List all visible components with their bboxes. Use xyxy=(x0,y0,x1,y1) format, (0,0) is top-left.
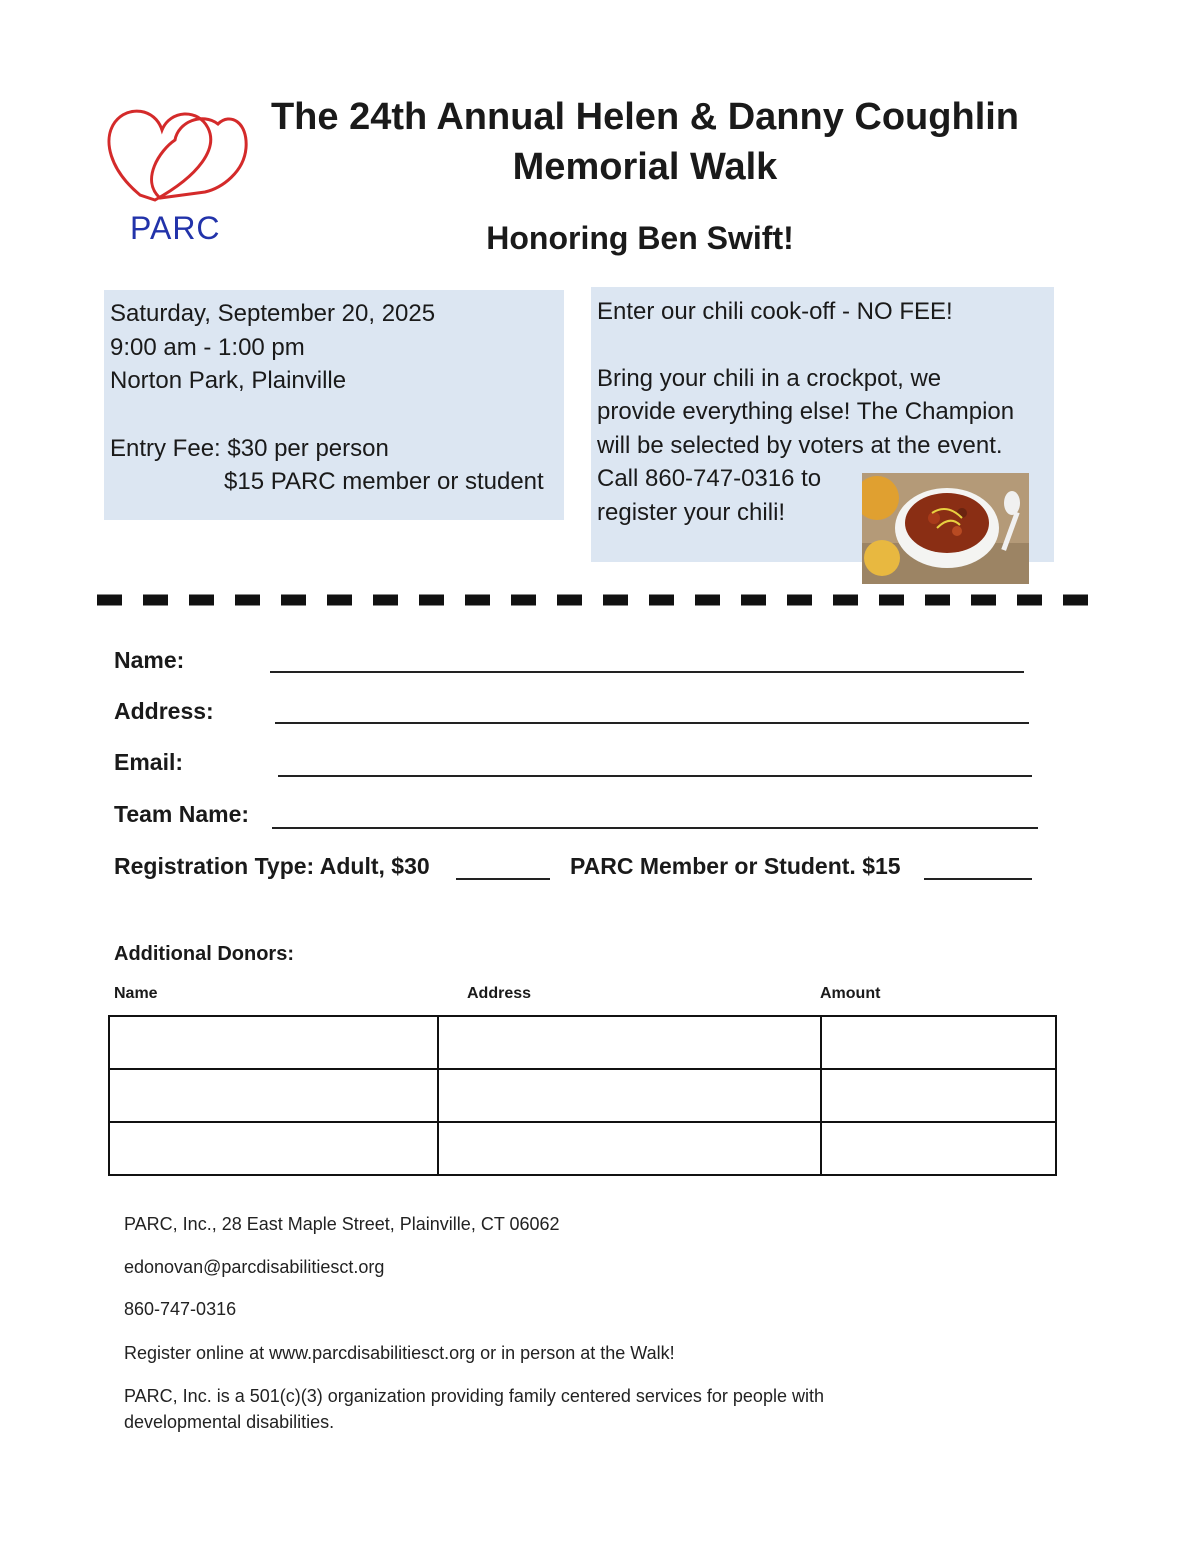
chili-line: provide everything else! The Champion xyxy=(597,398,1015,425)
donor-name-cell[interactable] xyxy=(109,1069,438,1122)
name-field[interactable] xyxy=(270,671,1024,673)
chili-line: register your chili! xyxy=(597,499,786,526)
team-name-field[interactable] xyxy=(272,827,1038,829)
donor-amount-cell[interactable] xyxy=(821,1122,1056,1175)
event-time: 9:00 am - 1:00 pm xyxy=(110,334,305,361)
donor-table xyxy=(108,1015,1057,1176)
footer-email: edonovan@parcdisabilitiesct.org xyxy=(124,1257,385,1277)
registration-type-label: Registration Type: Adult, $30 xyxy=(114,853,430,879)
entry-fee: Entry Fee: $30 per person xyxy=(110,435,389,462)
donor-address-cell[interactable] xyxy=(438,1016,821,1069)
donor-name-cell[interactable] xyxy=(109,1016,438,1069)
footer-register: Register online at www.parcdisabilitiesct.org or in person at the Walk! xyxy=(124,1343,675,1363)
page-title-line2: Memorial Walk xyxy=(512,146,778,188)
chili-line: Call 860-747-0316 to xyxy=(597,465,822,492)
footer-about-cont: developmental disabilities. xyxy=(124,1412,335,1432)
event-location: Norton Park, Plainville xyxy=(110,367,347,394)
entry-fee-member: $15 PARC member or student xyxy=(224,468,544,495)
chili-line: Enter our chili cook-off - NO FEE! xyxy=(597,298,953,325)
event-date: Saturday, September 20, 2025 xyxy=(110,300,436,327)
additional-donors-heading: Additional Donors: xyxy=(114,943,294,965)
donor-name-cell[interactable] xyxy=(109,1122,438,1175)
cut-line-separator xyxy=(97,594,1103,606)
column-header-amount: Amount xyxy=(820,985,881,1002)
page-title-line1: The 24th Annual Helen & Danny Coughlin xyxy=(270,96,1020,138)
team-name-label: Team Name: xyxy=(114,801,250,827)
donor-amount-cell[interactable] xyxy=(821,1069,1056,1122)
email-field[interactable] xyxy=(278,775,1032,777)
donor-address-cell[interactable] xyxy=(438,1069,821,1122)
page-subtitle: Honoring Ben Swift! xyxy=(486,220,794,256)
logo-text: PARC xyxy=(130,210,221,246)
footer-about: PARC, Inc. is a 501(c)(3) organization providing family centered services for people with xyxy=(124,1386,824,1406)
email-label: Email: xyxy=(114,749,184,775)
footer-phone: 860-747-0316 xyxy=(124,1299,237,1319)
donor-amount-cell[interactable] xyxy=(821,1016,1056,1069)
adult-registration-field[interactable] xyxy=(456,878,550,880)
chili-bowl-photo-icon xyxy=(862,473,1029,584)
table-row xyxy=(109,1016,1056,1069)
name-label: Name: xyxy=(114,647,185,673)
footer-address: PARC, Inc., 28 East Maple Street, Plainville, CT 06062 xyxy=(124,1214,560,1234)
address-label: Address: xyxy=(114,698,214,724)
address-field[interactable] xyxy=(275,722,1029,724)
column-header-address: Address xyxy=(467,985,532,1002)
member-registration-field[interactable] xyxy=(924,878,1032,880)
chili-line: will be selected by voters at the event. xyxy=(597,432,1003,459)
member-registration-label: PARC Member or Student. $15 xyxy=(570,853,901,879)
table-row xyxy=(109,1122,1056,1175)
table-row xyxy=(109,1069,1056,1122)
chili-line: Bring your chili in a crockpot, we xyxy=(597,365,942,392)
column-header-name: Name xyxy=(114,985,158,1002)
donor-address-cell[interactable] xyxy=(438,1122,821,1175)
